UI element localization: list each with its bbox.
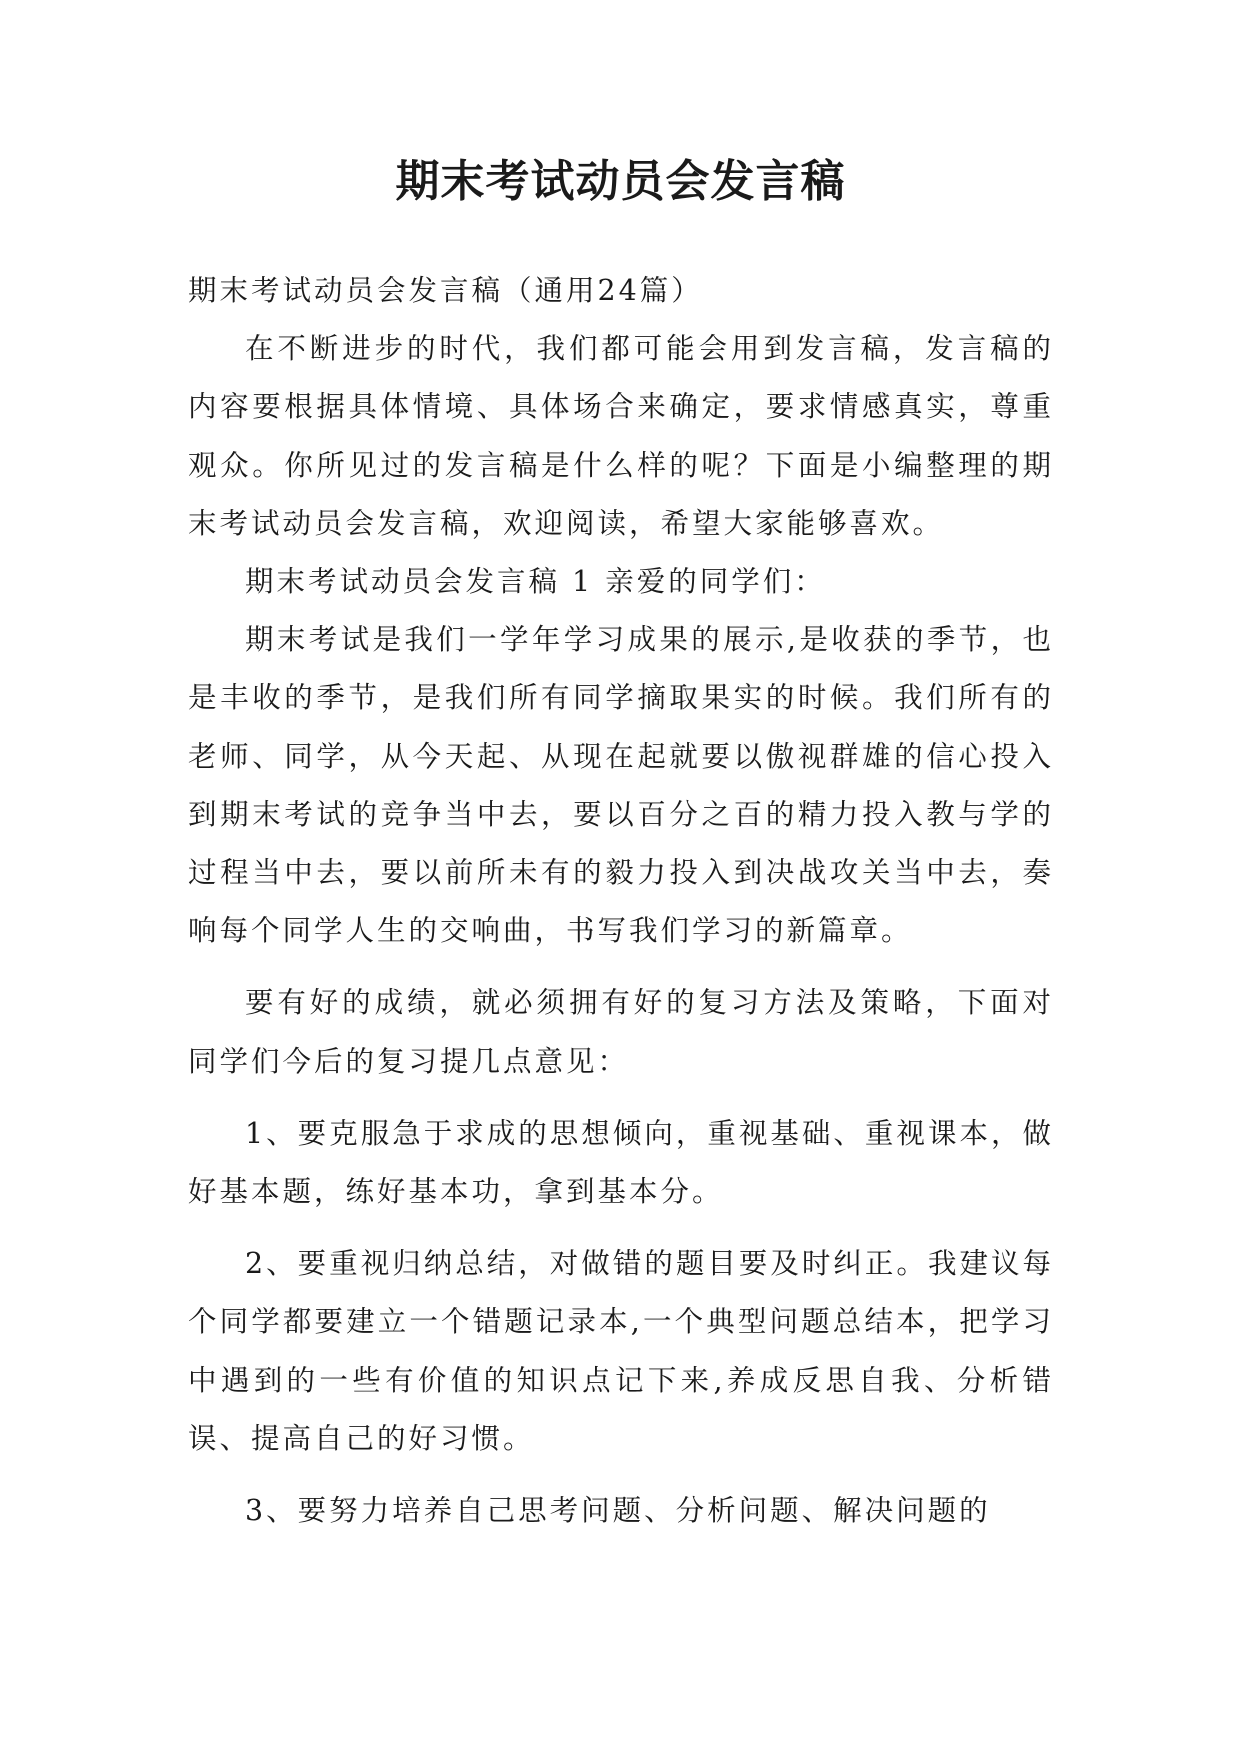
paragraph: 期末考试动员会发言稿 1 亲爱的同学们： xyxy=(245,565,826,599)
paragraph: 3、要努力培养自己思考问题、分析问题、解决问题的 xyxy=(245,1494,991,1528)
paragraph: 期末考试是我们一学年学习成果的展示,是收获的季节，也是丰收的季节，是我们所有同学摘取果实的时候。我们所有的老师、同学，从今天起、从现在起就要以傲视群雄的信心投入到期末考试的竞争当中去，要以百分之百的精力投入教与学的过程当中去，要以前所未有的毅力投入到决战攻关当中去，奏响每个同学人生的交响曲，书写我们学习的新篇章。 xyxy=(188,623,1054,948)
document-title: 期末考试动员会发言稿 xyxy=(395,156,846,207)
paragraph: 1、要克服急于求成的思想倾向，重视基础、重视课本，做好基本题，练好基本功，拿到基本分。 xyxy=(188,1116,1054,1209)
paragraph: 要有好的成绩，就必须拥有好的复习方法及策略，下面对同学们今后的复习提几点意见： xyxy=(188,986,1054,1078)
document-body xyxy=(188,262,1054,1540)
paragraph: 在不断进步的时代，我们都可能会用到发言稿，发言稿的内容要根据具体情境、具体场合来确定，要求情感真实，尊重观众。你所见过的发言稿是什么样的呢？下面是小编整理的期末考试动员会发言稿，欢迎阅读，希望大家能够喜欢。 xyxy=(188,332,1054,540)
document-subtitle: 期末考试动员会发言稿（通用24篇） xyxy=(188,274,703,307)
paragraph: 2、要重视归纳总结，对做错的题目要及时纠正。我建议每个同学都要建立一个错题记录本,一个典型问题总结本，把学习中遇到的一些有价值的知识点记下来,养成反思自我、分析错误、提高自己的好习惯。 xyxy=(188,1247,1054,1455)
